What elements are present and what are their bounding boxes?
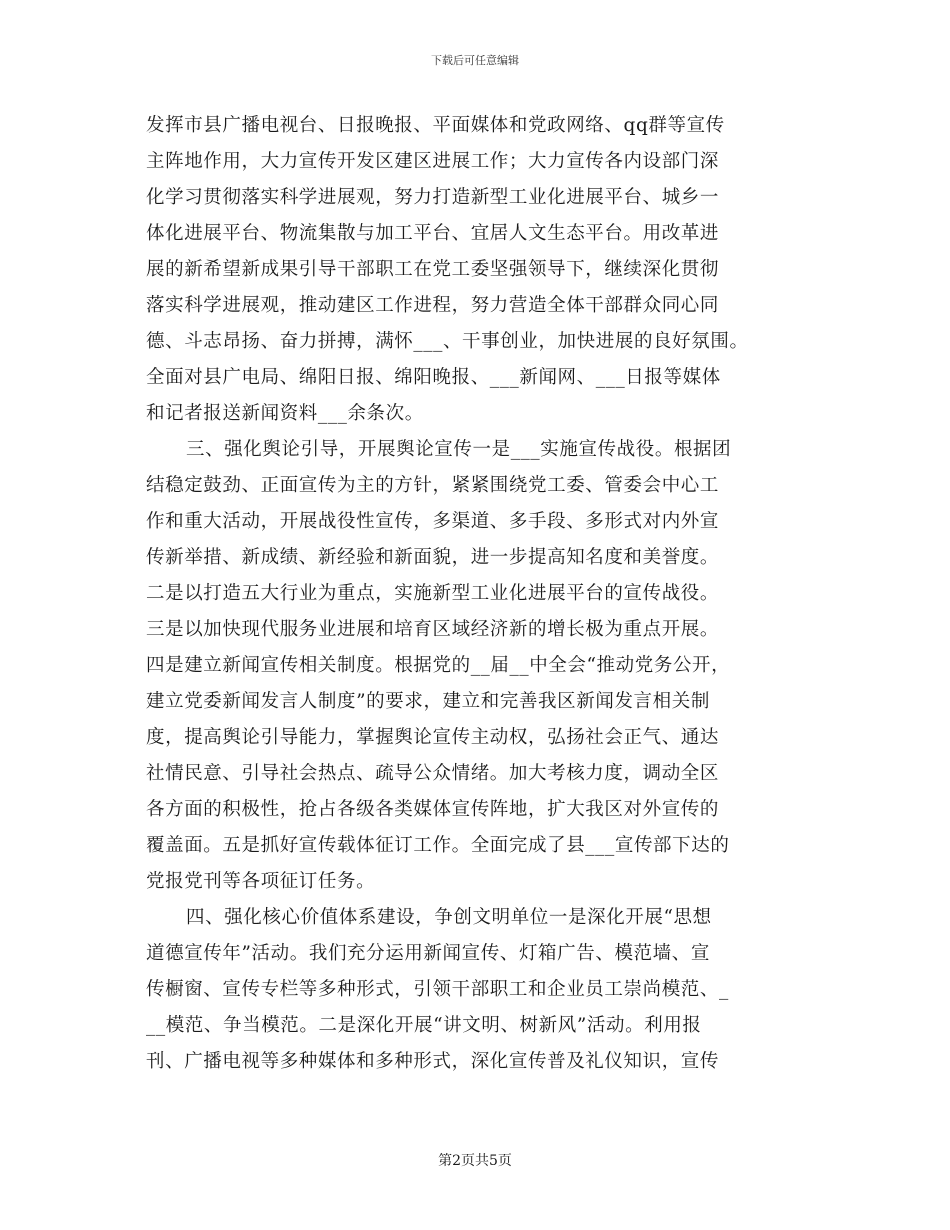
text-line: 体化进展平台、物流集散与加工平台、宜居人文生态平台。用改革进 <box>146 223 720 244</box>
text-line: 结稳定鼓劲、正面宣传为主的方针，紧紧围绕党工委、管委会中心工 <box>146 475 720 496</box>
page-header: 下载后可任意编辑 <box>431 54 519 67</box>
text-line: 德、斗志昂扬、奋力拼搏，满怀___、干事创业，加快进展的良好氛围。 <box>146 331 749 352</box>
text-line: 道德宣传年”活动。我们充分运用新闻宣传、灯箱广告、模范墙、宣 <box>146 943 710 964</box>
text-line: 各方面的积极性，抢占各级各类媒体宣传阵地，扩大我区对外宣传的 <box>146 799 720 820</box>
text-line: 二是以打造五大行业为重点，实施新型工业化进展平台的宣传战役。 <box>146 583 720 604</box>
text-line: 四是建立新闻宣传相关制度。根据党的__届__中全会“推动党务公开， <box>146 655 731 676</box>
text-line: 传橱窗、宣传专栏等多种形式，引领干部职工和企业员工崇尚模范、_ <box>146 979 729 1000</box>
text-line: 社情民意、引导社会热点、疏导公众情绪。加大考核力度，调动全区 <box>146 763 720 784</box>
text-line: 和记者报送新闻资料___余条次。 <box>146 403 424 424</box>
text-line: 刊、广播电视等多种媒体和多种形式，深化宣传普及礼仪知识，宣传 <box>146 1051 720 1072</box>
text-line: 落实科学进展观，推动建区工作进程，努力营造全体干部群众同心同 <box>146 295 720 316</box>
text-line: 展的新希望新成果引导干部职工在党工委坚强领导下，继续深化贯彻 <box>146 259 720 280</box>
text-line: 覆盖面。五是抓好宣传载体征订工作。全面完成了县___宣传部下达的 <box>146 835 730 856</box>
text-line: 传新举措、新成绩、新经验和新面貌，进一步提高知名度和美誉度。 <box>146 547 720 568</box>
text-line: 度，提高舆论引导能力，掌握舆论宣传主动权，弘扬社会正气、通达 <box>146 727 720 748</box>
text-line: 建立党委新闻发言人制度”的要求，建立和完善我区新闻发言相关制 <box>146 691 710 712</box>
text-line: 全面对县广电局、绵阳日报、绵阳晚报、___新闻网、___日报等媒体 <box>146 367 721 388</box>
text-line: 三是以加快现代服务业进展和培育区域经济新的增长极为重点开展。 <box>146 619 720 640</box>
paragraph-start-line: 四、强化核心价值体系建设，争创文明单位一是深化开展“思想 <box>186 907 712 928</box>
text-line: 主阵地作用，大力宣传开发区建区进展工作；大力宣传各内设部门深 <box>146 151 720 172</box>
page-number: 第2页共5页 <box>438 1153 512 1169</box>
text-line: 发挥市县广播电视台、日报晚报、平面媒体和党政网络、qq群等宣传 <box>146 115 725 136</box>
paragraph-start-line: 三、强化舆论引导，开展舆论宣传一是___实施宣传战役。根据团 <box>186 439 732 460</box>
text-line: 党报党刊等各项征订任务。 <box>146 871 376 892</box>
text-line: __模范、争当模范。二是深化开展“讲文明、树新风”活动。利用报 <box>146 1015 702 1036</box>
document-body <box>146 108 826 1080</box>
text-line: 作和重大活动，开展战役性宣传，多渠道、多手段、多形式对内外宣 <box>146 511 720 532</box>
text-line: 化学习贯彻落实科学进展观，努力打造新型工业化进展平台、城乡一 <box>146 187 720 208</box>
